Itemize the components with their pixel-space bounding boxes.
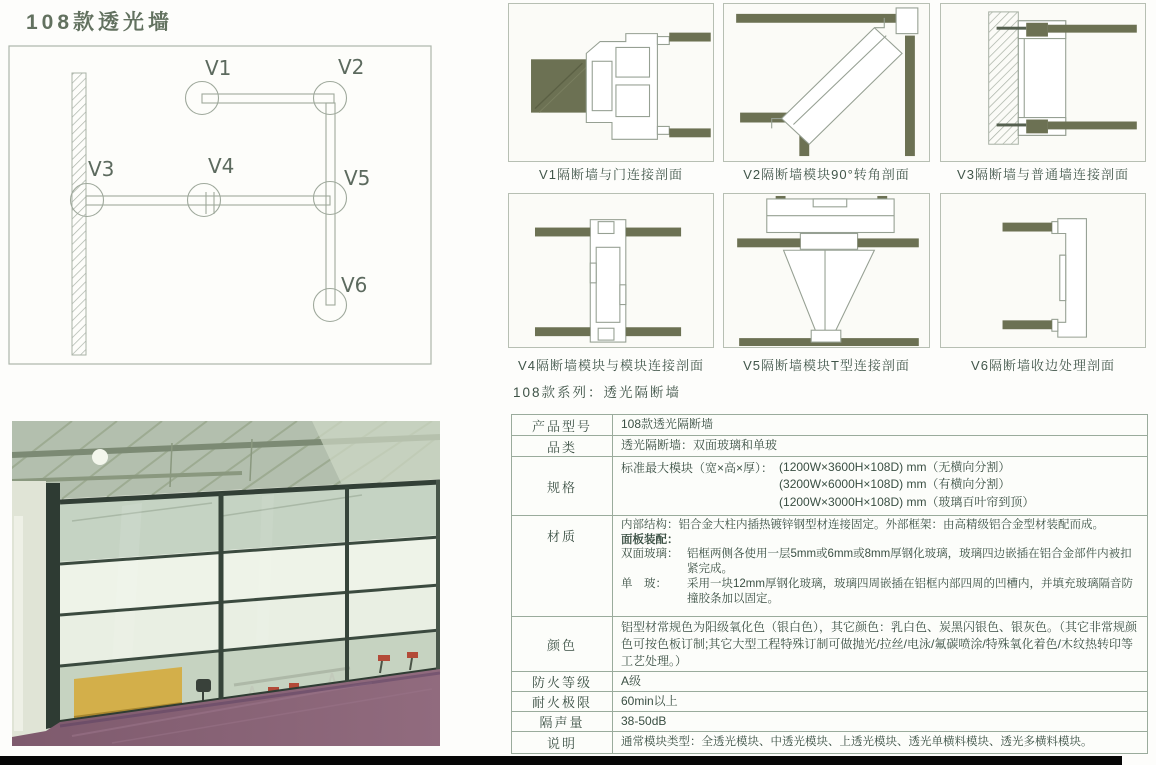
single-glass-text: 采用一块12mm厚钢化玻璃，玻璃四周嵌插在铝框内部四周的凹槽内，并填充玻璃隔音防撞胶条加以固定。: [687, 577, 1133, 605]
v6-glass-bars: [1003, 223, 1052, 330]
v3-profile: [1018, 21, 1065, 136]
spec-lines: [779, 459, 1034, 511]
row-value: 108款透光隔断墙: [621, 417, 714, 432]
double-glass-text: 铝框两侧各使用一层5mm或6mm或8mm厚钢化玻璃，玻璃四边嵌插在铝合金部件内被扣紧完成。: [687, 548, 1132, 576]
caption-v1: V1隔断墙与门连接剖面: [539, 167, 683, 182]
spec-table: [511, 414, 1148, 754]
drawing-v1-section: [508, 3, 714, 162]
caption-v2: V2隔断墙模块90°转角剖面: [743, 167, 910, 182]
ceiling-light: [92, 449, 108, 465]
spec-line: (1200W×3000H×108D) mm（玻璃百叶帘到顶）: [779, 494, 1035, 509]
series-label: 108款系列：透光隔断墙: [513, 385, 682, 400]
table-row-model: [512, 415, 1147, 436]
row-label: 品类: [512, 436, 613, 456]
row-value: A级: [621, 674, 642, 689]
row-value: 通常模块类型：全透光模块、中透光模块、上透光模块、透光单横料模块、透光多横料模块。: [621, 736, 1093, 749]
table-row-fire-rating: [512, 672, 1147, 692]
spec-line: (3200W×6000H×108D) mm（有横向分割）: [779, 477, 1011, 492]
table-row-fire-limit: [512, 692, 1147, 712]
drawing-v6-section: [940, 193, 1146, 348]
caption-v3: V3隔断墙与普通墙连接剖面: [957, 167, 1129, 182]
spec-line: (1200W×3600H×108D) mm（无横向分割）: [779, 460, 1011, 474]
material-internal: 内部结构：铝合金大柱内插热镀锌钢型材连接固定。外部框架：由高精级铝合金型材装配而成。: [621, 519, 1104, 531]
node-label-v5: V5: [344, 166, 371, 190]
node-label-v4: V4: [208, 154, 235, 178]
row-value: 透光隔断墙：双面玻璃和单玻: [621, 438, 778, 453]
row-value: 60min以上: [621, 694, 678, 709]
row-label: 耐火极限: [512, 692, 613, 711]
v2-corner-module: [772, 8, 918, 144]
table-row-sound: [512, 712, 1147, 732]
v1-profile: [586, 34, 669, 140]
drawing-v3-section: [940, 3, 1146, 162]
table-row-category: [512, 436, 1147, 457]
caption-v4: V4隔断墙模块与模块连接剖面: [518, 358, 704, 373]
v1-glass-bars: [669, 33, 710, 138]
material-panel-header: 面板装配：: [621, 533, 679, 546]
node-label-v6: V6: [341, 273, 368, 297]
page-title: 108款透光墙: [26, 11, 174, 34]
row-label: 说明: [512, 732, 613, 753]
row-label: 颜色: [512, 617, 613, 671]
product-photo: [12, 421, 440, 746]
double-glass-label: 双面玻璃：: [621, 548, 679, 561]
row-value: 38-50dB: [621, 714, 667, 729]
table-row-material: [512, 516, 1147, 617]
row-label: 隔声量: [512, 712, 613, 731]
v6-profile: [1052, 219, 1087, 337]
photo-left-post: [46, 483, 60, 729]
drawing-v4-section: [508, 193, 714, 348]
table-row-spec: [512, 457, 1147, 516]
v5-trapezoid-profile: [784, 250, 875, 342]
spec-intro: 标准最大模块（宽×高×厚）：: [621, 461, 774, 475]
table-row-color: [512, 617, 1147, 672]
plan-diagram: [8, 45, 432, 365]
footer-bar: [0, 756, 1122, 765]
node-label-v3: V3: [88, 157, 115, 181]
caption-v5: V5隔断墙模块T型连接剖面: [743, 358, 910, 373]
row-value: 铝型材常规色为阳级氧化色（银白色），其它颜色：乳白色、炭黑闪银色、银灰色。（其它非常规颜色可按色板订制;其它大型工程特殊订制可做抛光/拉丝/电泳/氟碳喷涂/特殊氧化着色/木纹热转印等工艺处理。）: [621, 620, 1138, 668]
row-label: 产品型号: [512, 415, 613, 435]
node-label-v2: V2: [338, 55, 365, 79]
drawing-v2-section: [723, 3, 930, 162]
row-label: 规格: [512, 457, 613, 515]
single-glass-label: 单 玻：: [621, 577, 667, 590]
node-label-v1: V1: [205, 56, 232, 80]
table-row-notes: [512, 732, 1147, 754]
row-label: 材质: [512, 516, 613, 616]
caption-v6: V6隔断墙收边处理剖面: [971, 358, 1115, 373]
v4-profile: [590, 220, 626, 342]
v1-door-panel: [531, 59, 586, 112]
row-label: 防火等级: [512, 672, 613, 691]
drawing-v5-section: [723, 193, 930, 348]
